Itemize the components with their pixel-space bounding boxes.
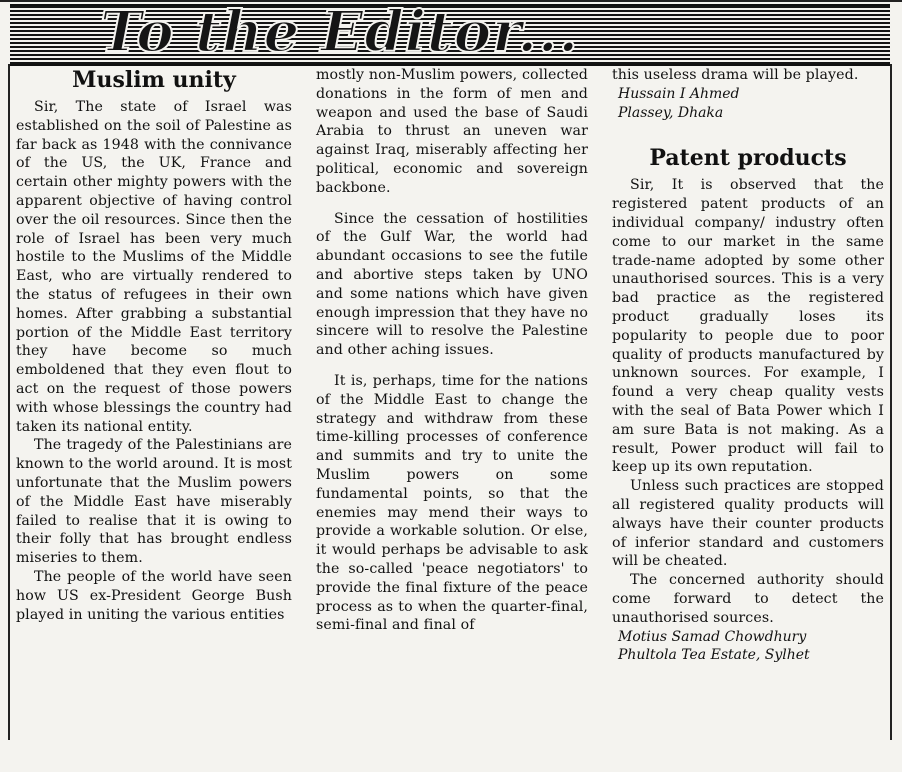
- top-rule: [0, 0, 902, 2]
- signature-place: Phultola Tea Estate, Sylhet: [618, 647, 810, 664]
- letter-paragraph: The tragedy of the Palestinians are known to the world around. It is most unfortunate that the Muslim powers of the Middle East have miserably failed to realise that it is owing to their folly that has brought endless miseries to them.: [16, 437, 292, 567]
- letter-paragraph: Since the cessation of hostilities of the Gulf War, the world had abundant occasions to see the futile and abortive steps taken by UNO and some nations which have given enough impression that they have no sincere will to resolve the Palestine and other aching issues.: [316, 210, 588, 359]
- letter-paragraph: mostly non-Muslim powers, collected donations in the form of men and weapon and used the base of Saudi Arabia to thrust an uneven war against Iraq, miserably affecting her political, economic and sovereign backbone.: [316, 67, 588, 196]
- letter-paragraph: Sir, The state of Israel was established on the soil of Palestine as far back as 1948 with the connivance of the US, the UK, France and certain other mighty powers with the apparent objective of having control over the oil resources. Since then the role of Israel has been very much hostile to the Muslims of the Middle East, who are virtually rendered to the status of refugees in their own homes. After grabbing a substantial portion of the Middle East territory they have become so much emboldened that they even flout to act on the request of those powers with whose blessings the country had taken its national entity.: [16, 99, 292, 435]
- section-title: To the Editor...: [100, 4, 579, 65]
- letter-paragraph: Sir, It is observed that the registered patent products of an individual company/ industry often come to our market in the same trade-name adopted by some other unauthorised sources. This is a very bad practice as the registered product gradually loses its popularity to people due to poor quality of products manufactured by unknown sources. For example, I found a very cheap quality vests with the seal of Bata Power which I am sure Bata is not making. As a result, Power product will fail to keep up its own reputation.: [612, 177, 884, 476]
- letter-paragraph: Unless such practices are stopped all registered quality products will always have their counter products of inferior standard and customers will be cheated.: [612, 478, 884, 570]
- letter-paragraph: The concerned authority should come forward to detect the unauthorised sources.: [612, 572, 884, 626]
- signature-name: Motius Samad Chowdhury: [618, 628, 807, 645]
- right-border: [890, 64, 892, 740]
- signature-name: Hussain I Ahmed: [618, 85, 740, 102]
- letter-paragraph: this useless drama will be played.: [612, 67, 859, 83]
- letter-paragraph: The people of the world have seen how US ex-President George Bush played in uniting the various entities: [16, 568, 292, 623]
- letter-paragraph: It is, perhaps, time for the nations of the Middle East to change the strategy and withdraw from these time-killing processes of conference and summits and try to unite the Muslim powers on some fundamental points, so that the enemies may mend their ways to provide a workable solution. Or else, it would perhaps be advisable to ask the so-called 'peace negotiators' to provide the final fixture of the peace process as to when the quarter-final, semi-final and final of: [316, 372, 588, 634]
- left-border: [8, 64, 10, 740]
- column-3: [612, 66, 884, 665]
- column-2: [316, 66, 588, 635]
- letter-heading: Patent products: [649, 145, 847, 172]
- section-banner: [10, 4, 890, 66]
- signature-place: Plassey, Dhaka: [618, 104, 724, 121]
- letter-heading: Muslim unity: [72, 67, 236, 93]
- column-1: [16, 66, 292, 624]
